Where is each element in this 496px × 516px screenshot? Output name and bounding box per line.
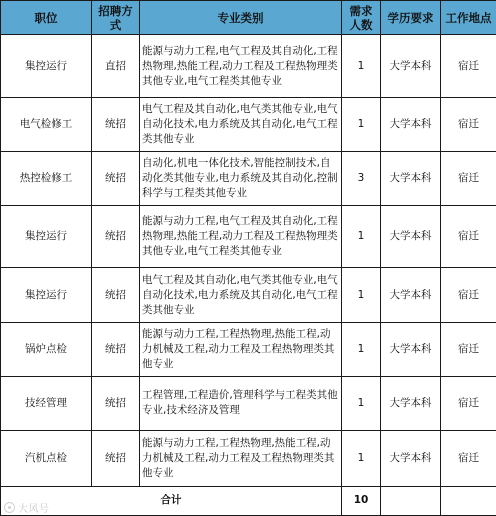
cell-major: 能源与动力工程,工程热物理,热能工程,动力机械及工程,动力工程及工程热物理类其他专业 bbox=[140, 322, 342, 376]
cell-major: 工程管理,工程造价,管理科学与工程类其他专业,技术经济及管理 bbox=[140, 376, 342, 430]
cell-count: 1 bbox=[342, 322, 381, 376]
cell-count: 1 bbox=[342, 206, 381, 268]
cell-education: 大学本科 bbox=[381, 376, 441, 430]
table-row bbox=[1, 322, 496, 376]
cell-major: 能源与动力工程,电气工程及其自动化,工程热物理,热能工程,动力工程及工程热物理类其他专业,电气工程类其他专业 bbox=[140, 35, 342, 98]
total-empty-location bbox=[441, 486, 496, 515]
cell-position: 电气检修工 bbox=[1, 98, 92, 152]
cell-major: 能源与动力工程,电气工程及其自动化,工程热物理,热能工程,动力工程及工程热物理类其他专业,电气工程类其他专业 bbox=[140, 206, 342, 268]
header-education: 学历要求 bbox=[381, 1, 441, 35]
cell-position: 热控检修工 bbox=[1, 152, 92, 206]
total-empty-education bbox=[381, 486, 441, 515]
cell-location: 宿迁 bbox=[441, 35, 496, 98]
cell-count: 1 bbox=[342, 98, 381, 152]
cell-recruit-type: 统招 bbox=[92, 206, 140, 268]
cell-position: 汽机点检 bbox=[1, 430, 92, 486]
cell-position: 技经管理 bbox=[1, 376, 92, 430]
header-count: 需求人数 bbox=[342, 1, 381, 35]
cell-count: 1 bbox=[342, 430, 381, 486]
cell-location: 宿迁 bbox=[441, 152, 496, 206]
cell-major: 电气工程及其自动化,电气类其他专业,电气自动化技术,电力系统及其自动化,电气工程类其他专业 bbox=[140, 268, 342, 322]
cell-major: 自动化,机电一体化技术,智能控制技术,自动化类其他专业,电力系统及其自动化,控制科学与工程类其他专业 bbox=[140, 152, 342, 206]
table-row bbox=[1, 206, 496, 268]
cell-recruit-type: 统招 bbox=[92, 376, 140, 430]
total-label: 合计 bbox=[1, 486, 342, 515]
cell-position: 集控运行 bbox=[1, 268, 92, 322]
cell-count: 3 bbox=[342, 152, 381, 206]
cell-count: 1 bbox=[342, 268, 381, 322]
cell-education: 大学本科 bbox=[381, 322, 441, 376]
cell-location: 宿迁 bbox=[441, 206, 496, 268]
cell-major: 能源与动力工程,工程热物理,热能工程,动力机械及工程,动力工程及工程热物理类其他专业 bbox=[140, 430, 342, 486]
cell-recruit-type: 统招 bbox=[92, 152, 140, 206]
cell-location: 宿迁 bbox=[441, 430, 496, 486]
cell-recruit-type: 统招 bbox=[92, 322, 140, 376]
cell-major: 电气工程及其自动化,电气类其他专业,电气自动化技术,电力系统及其自动化,电气工程类其他专业 bbox=[140, 98, 342, 152]
total-value: 10 bbox=[342, 486, 381, 515]
cell-position: 锅炉点检 bbox=[1, 322, 92, 376]
cell-count: 1 bbox=[342, 376, 381, 430]
total-row bbox=[1, 486, 496, 515]
cell-education: 大学本科 bbox=[381, 430, 441, 486]
cell-education: 大学本科 bbox=[381, 98, 441, 152]
cell-recruit-type: 直招 bbox=[92, 35, 140, 98]
header-recruit-type: 招聘方式 bbox=[92, 1, 140, 35]
cell-education: 大学本科 bbox=[381, 206, 441, 268]
cell-recruit-type: 统招 bbox=[92, 430, 140, 486]
cell-education: 大学本科 bbox=[381, 152, 441, 206]
cell-position: 集控运行 bbox=[1, 206, 92, 268]
table-row bbox=[1, 430, 496, 486]
table-row bbox=[1, 98, 496, 152]
table-row bbox=[1, 35, 496, 98]
cell-position: 集控运行 bbox=[1, 35, 92, 98]
table-row bbox=[1, 376, 496, 430]
cell-count: 1 bbox=[342, 35, 381, 98]
header-major: 专业类别 bbox=[140, 1, 342, 35]
cell-recruit-type: 统招 bbox=[92, 268, 140, 322]
cell-location: 宿迁 bbox=[441, 98, 496, 152]
table-row bbox=[1, 268, 496, 322]
cell-recruit-type: 统招 bbox=[92, 98, 140, 152]
cell-education: 大学本科 bbox=[381, 268, 441, 322]
cell-location: 宿迁 bbox=[441, 376, 496, 430]
cell-education: 大学本科 bbox=[381, 35, 441, 98]
cell-location: 宿迁 bbox=[441, 322, 496, 376]
watermark-text: 大风号 bbox=[18, 504, 50, 515]
header-position: 职位 bbox=[1, 1, 92, 35]
header-location: 工作地点 bbox=[441, 1, 496, 35]
header-row bbox=[1, 1, 496, 35]
cell-location: 宿迁 bbox=[441, 268, 496, 322]
table-row bbox=[1, 152, 496, 206]
